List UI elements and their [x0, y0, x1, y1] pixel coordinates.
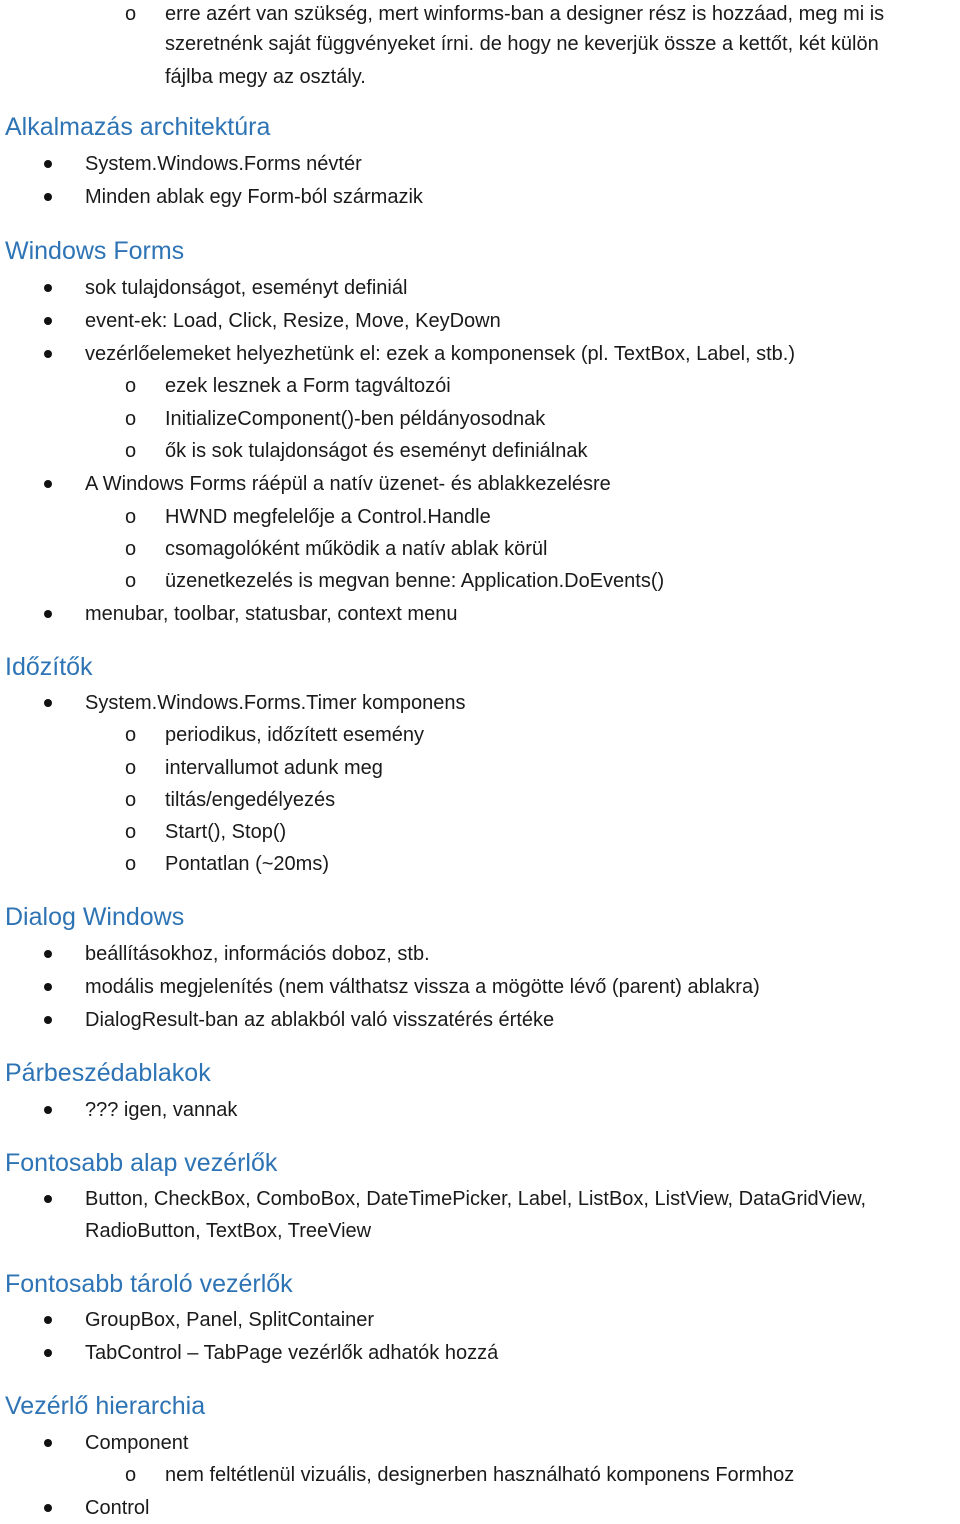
sub-bullet-icon: o	[125, 789, 137, 811]
list-item-text: Button, CheckBox, ComboBox, DateTimePicker, Label, ListBox, ListView, DataGridView,	[85, 1188, 867, 1210]
bullet-icon	[44, 274, 54, 302]
list-item-text: üzenetkezelés is megvan benne: Application.DoEvents()	[165, 570, 665, 592]
list-item-text: GroupBox, Panel, SplitContainer	[85, 1309, 375, 1331]
list-item-text: ők is sok tulajdonságot és eseményt definiálnak	[165, 440, 588, 462]
list-item-text: Component	[85, 1432, 189, 1454]
sub-bullet-icon: o	[125, 440, 137, 462]
list-item-text: ??? igen, vannak	[85, 1099, 238, 1121]
section-heading: Alkalmazás architektúra	[5, 113, 271, 141]
section-heading: Fontosabb alap vezérlők	[5, 1149, 278, 1177]
sub-bullet-icon: o	[125, 570, 137, 592]
list-item-text: modális megjelenítés (nem válthatsz vissza a mögötte lévő (parent) ablakra)	[85, 976, 760, 998]
list-item-text: Minden ablak egy Form-ból származik	[85, 186, 423, 208]
sub-bullet-icon: o	[125, 821, 137, 843]
bullet-icon	[44, 150, 54, 178]
list-item-text: Start(), Stop()	[165, 821, 287, 843]
section-heading: Vezérlő hierarchia	[5, 1392, 206, 1420]
sub-bullet-icon: o	[125, 1464, 137, 1486]
bullet-icon	[44, 689, 54, 717]
bullet-icon	[44, 1096, 54, 1124]
list-item-text: csomagolóként működik a natív ablak körül	[165, 538, 548, 560]
bullet-icon	[44, 940, 54, 968]
sub-bullet-icon: o	[125, 724, 137, 746]
list-item-text: szeretnénk saját függvényeket írni. de hogy ne keverjük össze a kettőt, két külön	[165, 33, 879, 55]
list-item-text: System.Windows.Forms névtér	[85, 153, 362, 175]
bullet-icon	[44, 600, 54, 628]
sub-bullet-icon: o	[125, 408, 137, 430]
list-item-text: sok tulajdonságot, eseményt definiál	[85, 277, 408, 299]
list-item-text: RadioButton, TextBox, TreeView	[85, 1220, 372, 1242]
list-item-text: Pontatlan (~20ms)	[165, 853, 329, 875]
bullet-icon	[44, 1185, 54, 1213]
list-item-text: Control	[85, 1497, 150, 1519]
list-item-text: tiltás/engedélyezés	[165, 789, 336, 811]
bullet-icon	[44, 340, 54, 368]
section-heading: Időzítők	[5, 653, 93, 681]
section-heading: Fontosabb tároló vezérlők	[5, 1270, 293, 1298]
list-item-text: nem feltétlenül vizuális, designerben használható komponens Formhoz	[165, 1464, 795, 1486]
section-heading: Windows Forms	[5, 237, 185, 265]
sub-bullet-icon: o	[125, 853, 137, 875]
list-item-text: event-ek: Load, Click, Resize, Move, KeyDown	[85, 310, 501, 332]
section-heading: Dialog Windows	[5, 903, 185, 931]
bullet-icon	[44, 183, 54, 211]
bullet-icon	[44, 1429, 54, 1457]
list-item-text: HWND megfelelője a Control.Handle	[165, 506, 491, 528]
sub-bullet-icon: o	[125, 375, 137, 397]
section-heading: Párbeszédablakok	[5, 1059, 211, 1087]
list-item-text: erre azért van szükség, mert winforms-ban a designer rész is hozzáad, meg mi is	[165, 3, 885, 25]
list-item-text: DialogResult-ban az ablakból való visszatérés értéke	[85, 1009, 555, 1031]
list-item-text: ezek lesznek a Form tagváltozói	[165, 375, 451, 397]
list-item-text: vezérlőelemeket helyezhetünk el: ezek a komponensek (pl. TextBox, Label, stb.)	[85, 343, 796, 365]
list-item-text: InitializeComponent()-ben példányosodnak	[165, 408, 546, 430]
bullet-icon	[44, 1339, 54, 1367]
sub-bullet-icon: o	[125, 538, 137, 560]
bullet-icon	[44, 973, 54, 1001]
list-item-text: A Windows Forms ráépül a natív üzenet- és ablakkezelésre	[85, 473, 611, 495]
bullet-icon	[44, 1006, 54, 1034]
list-item-text: periodikus, időzített esemény	[165, 724, 425, 746]
bullet-icon	[44, 470, 54, 498]
sub-bullet-icon: o	[125, 3, 137, 25]
list-item-text: intervallumot adunk meg	[165, 757, 383, 779]
list-item-text: menubar, toolbar, statusbar, context menu	[85, 603, 458, 625]
sub-bullet-icon: o	[125, 506, 137, 528]
list-item-text: fájlba megy az osztály.	[165, 66, 366, 88]
bullet-icon	[44, 307, 54, 335]
sub-bullet-icon: o	[125, 757, 137, 779]
bullet-icon	[44, 1306, 54, 1334]
list-item-text: TabControl – TabPage vezérlők adhatók hozzá	[85, 1342, 499, 1364]
list-item-text: beállításokhoz, információs doboz, stb.	[85, 943, 430, 965]
list-item-text: System.Windows.Forms.Timer komponens	[85, 692, 466, 714]
